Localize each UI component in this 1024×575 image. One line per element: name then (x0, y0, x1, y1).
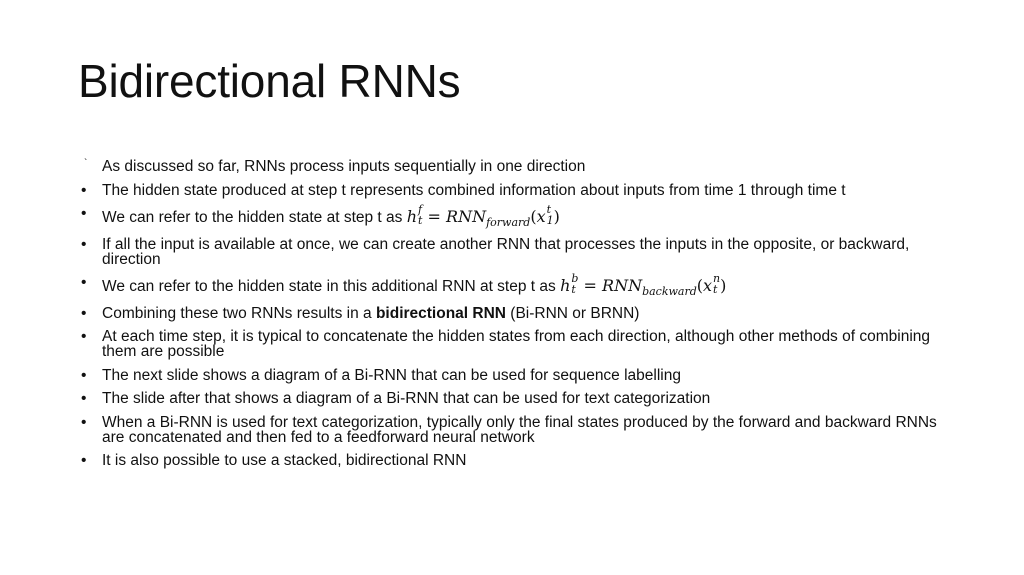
text-segment: If all the input is available at once, we can create another RNN that processes the inputs in the opposite, or backward, direction (102, 235, 910, 268)
bullet-marker: • (81, 413, 87, 431)
math-function: RNN (446, 206, 487, 226)
bullet-text (102, 414, 937, 446)
bullet-marker: • (81, 235, 87, 253)
math-subscript: t (571, 283, 576, 296)
bullet-item (78, 272, 948, 298)
math-equals: = (422, 206, 447, 226)
math-sup-sub (713, 273, 720, 295)
math-superscript: b (571, 272, 579, 285)
text-segment: We can refer to the hidden state at step t as (102, 208, 407, 226)
bullet-text (102, 158, 585, 175)
math-expression (406, 203, 560, 229)
math-superscript: n (713, 272, 721, 285)
math-function: RNN (602, 275, 643, 295)
bullet-marker: • (81, 366, 87, 384)
bullet-item (78, 183, 948, 198)
bullet-text (102, 236, 909, 268)
text-segment: Combining these two RNNs results in a (102, 304, 376, 322)
bullet-text (102, 203, 560, 229)
math-paren: ) (553, 206, 560, 226)
math-paren: ) (720, 275, 727, 295)
bullet-marker: ` (84, 158, 88, 169)
bullet-item (78, 203, 948, 229)
bullet-text (102, 272, 727, 298)
math-symbol: h (406, 206, 418, 226)
bullet-marker: • (81, 452, 87, 469)
text-segment: When a Bi-RNN is used for text categorization, typically only the final states produced by the forward and backward RNNs are concatenated and then fed to a feedforward neural network (102, 413, 937, 446)
math-superscript: f (418, 203, 423, 216)
bullet-list (78, 159, 948, 477)
text-segment: The slide after that shows a diagram of a Bi-RNN that can be used for text categorization (102, 390, 711, 407)
math-symbol: x (703, 275, 713, 295)
bullet-item (78, 368, 948, 383)
bullet-item (78, 391, 948, 406)
bullet-marker: • (81, 390, 87, 407)
math-function-subscript: backward (642, 284, 697, 298)
bullet-text (102, 452, 466, 469)
text-segment: As discussed so far, RNNs process inputs sequentially in one direction (102, 158, 586, 175)
bullet-marker: • (81, 181, 87, 199)
text-segment: (Bi-RNN or BRNN) (506, 304, 640, 322)
bold-term: bidirectional RNN (375, 304, 506, 322)
math-superscript: t (546, 203, 552, 216)
math-sup-sub (571, 273, 578, 295)
text-segment: The next slide shows a diagram of a Bi-RNN that can be used for sequence labelling (102, 366, 681, 384)
math-subscript: 1 (546, 214, 554, 227)
bullet-text (102, 367, 681, 384)
bullet-marker: • (81, 274, 87, 291)
math-paren: ( (530, 206, 537, 226)
slide-title: Bidirectional RNNs (78, 55, 461, 107)
bullet-marker: • (81, 328, 87, 345)
math-equals: = (578, 275, 603, 295)
math-symbol: x (536, 206, 546, 226)
bullet-item (78, 453, 948, 468)
text-segment: The hidden state produced at step t represents combined information about inputs from time 1 through time t (102, 181, 846, 199)
bullet-item (78, 237, 948, 267)
text-segment: We can refer to the hidden state in this additional RNN at step t as (102, 277, 561, 295)
bullet-item (78, 415, 948, 445)
bullet-marker: • (81, 304, 87, 322)
math-subscript: t (713, 283, 718, 296)
bullet-item (78, 306, 948, 321)
math-sup-sub (418, 204, 422, 226)
math-paren: ( (696, 275, 704, 295)
bullet-text (102, 390, 710, 407)
math-subscript: t (418, 214, 423, 227)
math-function-subscript: forward (486, 215, 531, 229)
math-symbol: h (560, 275, 571, 295)
text-segment: At each time step, it is typical to concatenate the hidden states from each direction, although other methods of combining them are possible (102, 328, 931, 360)
math-sup-sub (547, 204, 554, 226)
bullet-marker: • (81, 205, 87, 222)
bullet-text (102, 305, 639, 322)
bullet-item (78, 159, 948, 174)
bullet-item (78, 329, 948, 359)
text-segment: It is also possible to use a stacked, bidirectional RNN (102, 452, 467, 469)
math-expression (560, 272, 727, 298)
bullet-text (102, 182, 846, 199)
bullet-text (102, 328, 930, 360)
